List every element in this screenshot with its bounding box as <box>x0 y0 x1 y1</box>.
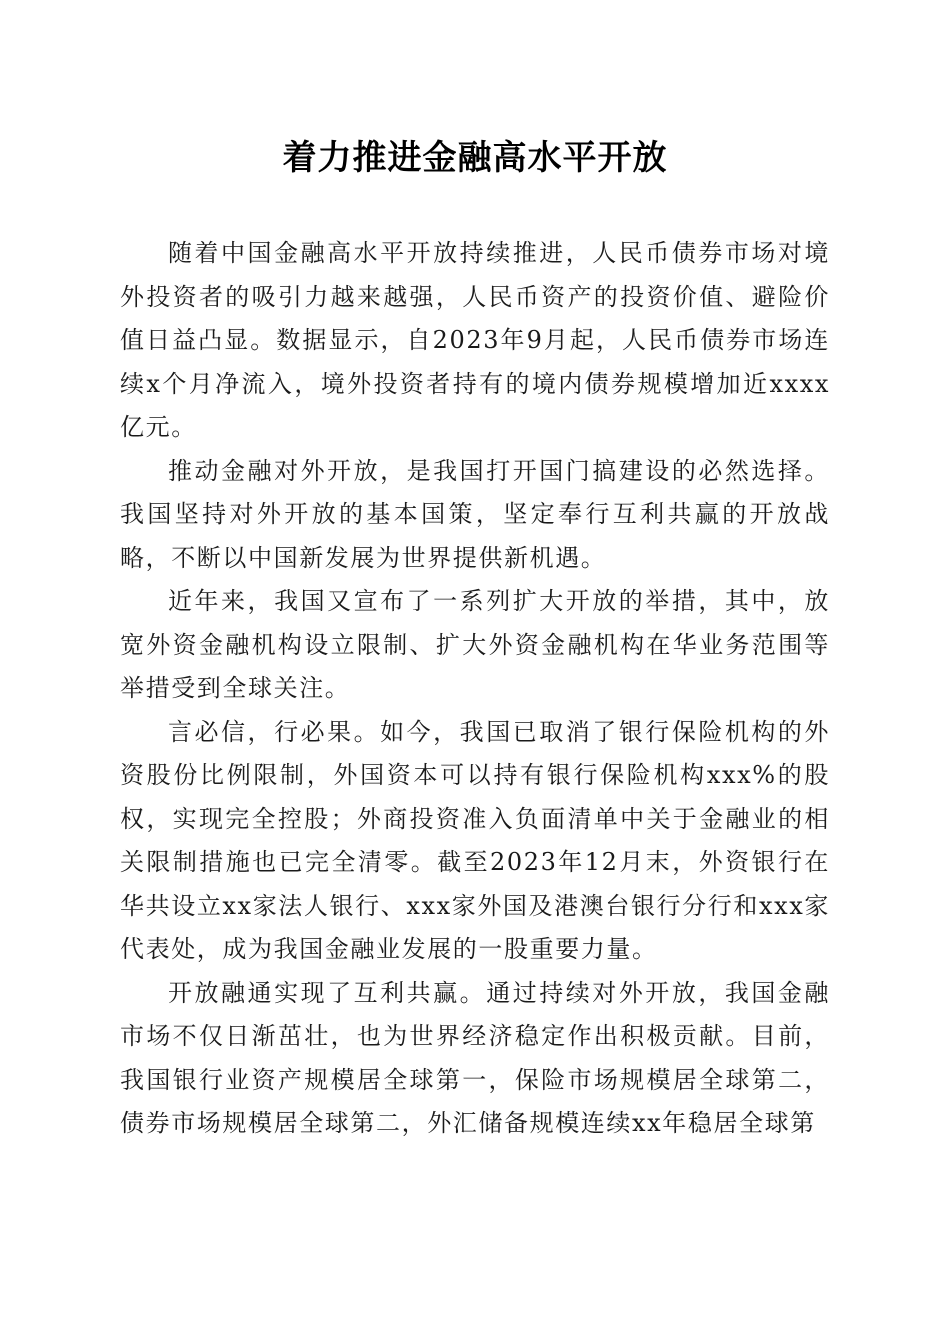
paragraph: 推动金融对外开放，是我国打开国门搞建设的必然选择。我国坚持对外开放的基本国策，坚定奉行互利共赢的开放战略，不断以中国新发展为世界提供新机遇。 <box>120 456 830 572</box>
paragraph: 近年来，我国又宣布了一系列扩大开放的举措，其中，放宽外资金融机构设立限制、扩大外资金融机构在华业务范围等举措受到全球关注。 <box>120 587 830 702</box>
paragraph: 开放融通实现了互利共赢。通过持续对外开放，我国金融市场不仅日渐茁壮，也为世界经济稳定作出积极贡献。目前，我国银行业资产规模居全球第一，保险市场规模居全球第二，债券市场规模居全球第二，外汇储备规模连续xx年稳居全球第 <box>120 978 830 1137</box>
document-body <box>120 232 830 1146</box>
paragraph: 言必信，行必果。如今，我国已取消了银行保险机构的外资股份比例限制，外国资本可以持有银行保险机构xxx%的股权，实现完全控股；外商投资准入负面清单中关于金融业的相关限制措施也已完全清零。截至2023年12月末，外资银行在华共设立xx家法人银行、xxx家外国及港澳台银行分行和xxx家代表处，成为我国金融业发展的一股重要力量。 <box>120 717 830 963</box>
paragraph: 随着中国金融高水平开放持续推进，人民币债券市场对境外投资者的吸引力越来越强，人民币资产的投资价值、避险价值日益凸显。数据显示，自2023年9月起，人民币债券市场连续x个月净流入，境外投资者持有的境内债券规模增加近xxxx亿元。 <box>120 239 830 441</box>
document-title: 着力推进金融高水平开放 <box>282 138 668 178</box>
